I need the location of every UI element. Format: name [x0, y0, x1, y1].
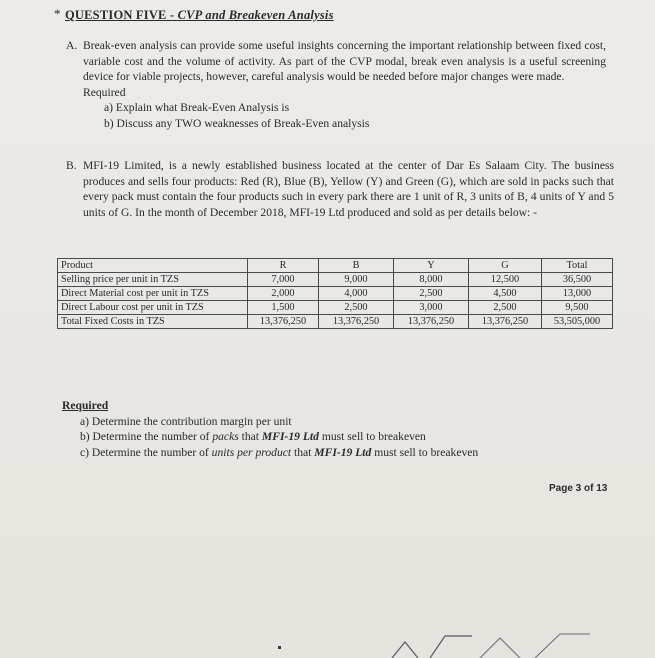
required-section — [62, 398, 478, 460]
table-cell: 4,500 — [469, 287, 542, 301]
item-b-mid: that — [238, 430, 262, 443]
section-a — [66, 38, 606, 131]
required-item-a: a) Determine the contribution margin per unit — [80, 414, 292, 428]
item-c-prefix: c) Determine the number of — [80, 445, 212, 459]
table-cell: 36,500 — [542, 273, 613, 287]
section-b-letter: B. — [66, 159, 77, 172]
section-b — [66, 158, 614, 220]
table-cell: Total Fixed Costs in TZS — [58, 315, 248, 329]
table-cell: 12,500 — [469, 273, 542, 287]
table-cell: 13,000 — [542, 287, 613, 301]
table-header-cell: B — [319, 259, 394, 273]
table-cell: 13,376,250 — [248, 315, 319, 329]
table-cell: 4,000 — [319, 287, 394, 301]
item-c-company: MFI-19 Ltd — [314, 445, 372, 459]
table-cell: 7,000 — [248, 273, 319, 287]
section-a-item-a: a) Explain what Break-Even Analysis is — [104, 101, 290, 114]
table-header-cell: Y — [394, 259, 469, 273]
table-cell: 1,500 — [248, 301, 319, 315]
table-header-cell: G — [469, 259, 542, 273]
item-c-mid: that — [291, 445, 315, 459]
bottom-edge-marks — [0, 620, 655, 658]
table-header-cell: R — [248, 259, 319, 273]
table-row — [58, 315, 613, 329]
required-heading: Required — [62, 399, 109, 412]
table-cell: 3,000 — [394, 301, 469, 315]
table-row — [58, 287, 613, 301]
item-b-suffix: must sell to breakeven — [318, 430, 426, 443]
item-b-emphasis: packs — [212, 430, 239, 443]
item-b-company: MFI-19 Ltd — [261, 430, 319, 443]
table-cell: 13,376,250 — [394, 315, 469, 329]
product-cost-table — [57, 258, 613, 329]
section-a-required-label: Required — [83, 85, 126, 99]
item-c-suffix: must sell to breakeven — [371, 445, 479, 459]
table-header-cell: Total — [542, 259, 613, 273]
table-header-row — [58, 259, 613, 273]
item-b-prefix: b) Determine the number of — [80, 430, 213, 443]
table-cell: Direct Material cost per unit in TZS — [58, 287, 248, 301]
section-a-item-b: b) Discuss any TWO weaknesses of Break-Even analysis — [104, 116, 370, 130]
table-cell: Direct Labour cost per unit in TZS — [58, 301, 248, 315]
table-cell: 9,000 — [319, 273, 394, 287]
table-cell: 8,000 — [394, 273, 469, 287]
question-number: QUESTION FIVE — [65, 8, 167, 22]
item-c-emphasis: units per product — [211, 445, 292, 459]
section-a-paragraph: Break-even analysis can provide some useful insights concerning the important relationship between fixed cost, variable cost and the volume of activity. As part of the CVP modal, break even analysis is a useful screening device for viable projects, however, careful analysis would be needed before major changes were made. — [83, 39, 606, 83]
required-item-b — [80, 429, 478, 445]
table-cell: Selling price per unit in TZS — [58, 273, 248, 287]
section-a-letter: A. — [66, 39, 78, 52]
table-cell: 9,500 — [542, 301, 613, 315]
table-cell: 2,000 — [248, 287, 319, 301]
table-cell: 2,500 — [469, 301, 542, 315]
question-heading — [65, 8, 334, 23]
table-cell: 13,376,250 — [319, 315, 394, 329]
page-number: Page 3 of 13 — [549, 483, 608, 494]
table-header-cell: Product — [58, 259, 248, 273]
table-cell: 2,500 — [319, 301, 394, 315]
table-cell: 53,505,000 — [542, 315, 613, 329]
required-item-c — [80, 445, 478, 461]
heading-separator: - — [166, 8, 178, 22]
table-row — [58, 301, 613, 315]
table-row — [58, 273, 613, 287]
table-cell: 13,376,250 — [469, 315, 542, 329]
section-b-paragraph: MFI-19 Limited, is a newly established business located at the center of Dar Es Salaam City. The business produces and sells four products: Red (R), Blue (B), Yellow (Y) and Green (G), which are sold in packs such that every pack must contain the four products such in every park there are 1 unit of R, 3 units of B, 4 units of Y and 5 units of G. In the month of December 2018, MFI-19 Ltd produced and sold as per details below: - — [83, 159, 614, 219]
question-topic: CVP and Breakeven Analysis — [177, 8, 334, 22]
asterisk-mark: * — [54, 6, 61, 21]
table-cell: 2,500 — [394, 287, 469, 301]
